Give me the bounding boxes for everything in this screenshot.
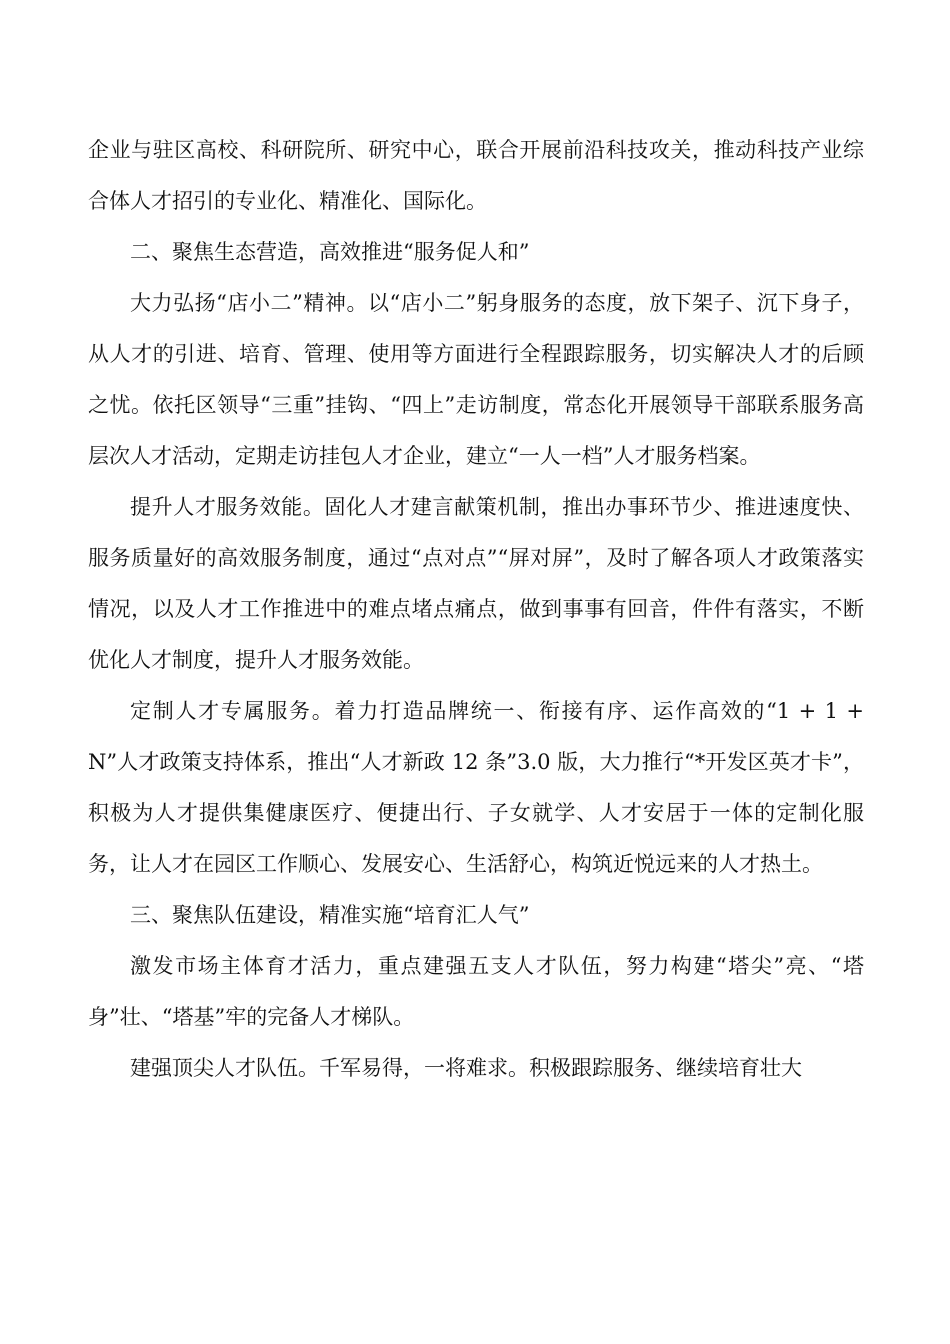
document-body	[88, 125, 864, 1094]
section-heading-2: 二、聚焦生态营造，高效推进“服务促人和”	[130, 240, 530, 264]
body-paragraph: 大力弘扬“店小二”精神。以“店小二”躬身服务的态度，放下架子、沉下身子，从人才的引进、培育、管理、使用等方面进行全程跟踪服务，切实解决人才的后顾之忧。依托区领导“三重”挂钩、“四上”走访制度，常态化开展领导干部联系服务高层次人才活动，定期走访挂包人才企业，建立“一人一档”人才服务档案。	[88, 291, 864, 468]
body-paragraph: 提升人才服务效能。固化人才建言献策机制，推出办事环节少、推进速度快、服务质量好的高效服务制度，通过“点对点”“屏对屏”，及时了解各项人才政策落实情况，以及人才工作推进中的难点堵点痛点，做到事事有回音，件件有落实，不断优化人才制度，提升人才服务效能。	[88, 495, 864, 672]
body-paragraph: 定制人才专属服务。着力打造品牌统一、衔接有序、运作高效的“1 + 1 + N”人才政策支持体系，推出“人才新政 12 条”3.0 版，大力推行“*开发区英才卡”，积极为人才提供集健康医疗、便捷出行、子女就学、人才安居于一体的定制化服务，让人才在园区工作顺心、发展安心、生活舒心，构筑近悦远来的人才热土。	[88, 699, 864, 876]
body-paragraph: 激发市场主体育才活力，重点建强五支人才队伍，努力构建“塔尖”亮、“塔身”壮、“塔基”牢的完备人才梯队。	[88, 954, 864, 1029]
section-heading-3: 三、聚焦队伍建设，精准实施“培育汇人气”	[130, 903, 530, 927]
continuation-paragraph: 企业与驻区高校、科研院所、研究中心，联合开展前沿科技攻关，推动科技产业综合体人才招引的专业化、精准化、国际化。	[88, 138, 864, 213]
body-paragraph: 建强顶尖人才队伍。千军易得，一将难求。积极跟踪服务、继续培育壮大	[130, 1056, 802, 1080]
